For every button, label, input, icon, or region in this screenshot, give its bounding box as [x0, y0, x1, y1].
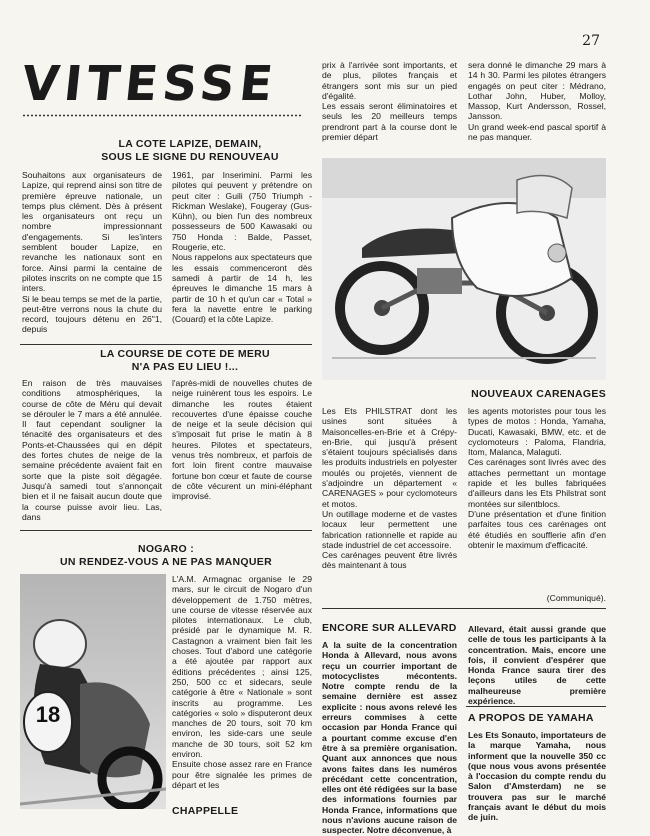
- meru-title: [60, 348, 310, 374]
- divider-rule: [466, 706, 606, 707]
- carenages-col2: les agents motoristes pour tous les types de motos : Honda, Yamaha, Ducati, Kawasaki, BMW, etc. et de cyclomoteurs : Paloma, Flandria, Itom, Malanca, Malaguti. Ces carénages sont livrés avec des attaches permettant un montage rapide et les bulles fabriquées d'ailleurs dans les Ets Philstrat sont montées sur silentblocs. D'une présentation et d'une finition parfaites tous ces carénages ont été étudiés en soufflerie afin d'en obtenir le maximum d'efficacité.: [468, 406, 606, 550]
- lapize-title-line2: SOUS LE SIGNE DU RENOUVEAU: [101, 151, 279, 163]
- divider-rule: [20, 530, 312, 531]
- divider-rule: [322, 608, 606, 609]
- lapize-title-line1: LA COTE LAPIZE, DEMAIN,: [118, 138, 262, 150]
- carenages-col1: Les Ets PHILSTRAT dont les usines sont situées à Maisoncelles-en-Brie et à Crépy-en-Brie, qui jusqu'à présent s'étaient toujours spécialisés dans les produits industriels en polyester moulés ou projetés, viennent de s'adjoindre un département « CARENAGES » pour cyclomoteurs et motos. Un outillage moderne et de vastes locaux leur permettent une fabrication rationnelle et rapide au stade industriel de cet accessoire. Ces carénages peuvent être livrés dès maintenant à tous: [322, 406, 457, 571]
- meru-col1: En raison de très mauvaises conditions atmosphériques, la course de côte de Méru qui devait se dérouler le 7 mars a été annulée. Il faut cependant souligner la ténacité des organisateurs et des Ponts-et-Chaussées qui en dépit des fortes chutes de neige de la semaine précédente avaient fait en sorte que la piste soit dégagée. Jusqu'à samedi tout s'annonçait bien et il ne faisait aucun doute que la course puisse avoir lieu. Las, dans: [22, 378, 162, 522]
- meru-title-line1: LA COURSE DE COTE DE MERU: [100, 348, 270, 360]
- rider-number: 18: [35, 702, 61, 727]
- allevard-col1: A la suite de la concentration Honda à Allevard, nous avons reçu un courrier important de motocyclistes mécontents. Notre compte rendu de la semaine dernière est assez explicite : nous avons relevé les erreurs commises à cette occasion par Honda France qui a pourtant comme excuse d'en être à sa première organisation. Quant aux annonces que nous avons faites dans les numéros précédant cette concentration, elles ont été rédigées sur la base des informations fournies par Honda France, informations que nous n'avions aucune raison de suspecter. Notre déconvenue, à: [322, 640, 457, 836]
- allevard-title: ENCORE SUR ALLEVARD: [322, 622, 457, 634]
- nogaro-title-line2: UN RENDEZ-VOUS A NE PAS MANQUER: [60, 556, 272, 568]
- carenages-title: NOUVEAUX CARENAGES: [471, 388, 606, 400]
- lapize-title: [70, 138, 310, 164]
- nogaro-title-line1: NOGARO :: [137, 543, 195, 555]
- motorcycle-icon: [322, 158, 606, 380]
- carenages-signature: (Communiqué).: [546, 593, 606, 603]
- intro-col3: prix à l'arrivée sont importants, et de plus, pilotes français et étrangers sont mis sur un pied d'égalité. Les essais seront éliminatoires et seuls les 20 meilleurs temps prendront part à la course dont le premier départ: [322, 60, 457, 143]
- lapize-col2: 1961, par Inserimini. Parmi les pilotes qui peuvent y prétendre on peut citer : Guili (750 Triumph - Rickman Weslake), Fougeray (Gus-Kühn), ou bien l'un des nombreux possesseurs de 500 Kawasaki ou 750 Honda : Balde, Passet, Rougerie, etc. Nous rappelons aux spectateurs que les essais commenceront dès samedi à partir de 14 h, les épreuves le dimanche 15 mars à partir de 10 h et qu'un car « Total » fera la navette entre le parking (Couard) et la côte Lapize.: [172, 170, 312, 325]
- page-number: 27: [582, 33, 600, 49]
- racer-photo: [20, 574, 166, 809]
- meru-col2: l'après-midi de nouvelles chutes de neige ruinèrent tous les espoirs. Le dimanche les routes étaient recouvertes d'une épaisse couche de neige et la seule décision qui s'imposait fut prise le matin à 8 heures. Pilotes et spectateurs, venus très nombreux, et parfois de fort loin firent contre mauvaise fortune bon cœur et faute de course de côte vécurent un mini-éléphant improvisé.: [172, 378, 312, 502]
- nogaro-title: [20, 543, 312, 569]
- yamaha-title: A PROPOS DE YAMAHA: [468, 712, 594, 724]
- intro-col4: sera donné le dimanche 29 mars à 14 h 30. Parmi les pilotes étrangers engagés on peut citer : Médrano, Lothar John, Huber, Molloy, Massop, Kurt Andersson, Rossel, Jansson. Un grand week-end pascal sportif à ne pas manquer.: [468, 60, 606, 143]
- dotted-divider: [22, 114, 302, 117]
- yamaha-text: Les Ets Sonauto, importateurs de la marque Yamaha, nous informent que la nouvelle 350 cc (que nous vous avons présentée à l'occasion du compte rendu du Salon d'Amsterdam) ne se trouvera pas sur le marché français avant le début du mois de juin.: [468, 730, 606, 823]
- motorcycle-photo: [322, 158, 606, 380]
- allevard-col2: Allevard, était aussi grande que celle de tous les participants à la concentration. Mais, encore une fois, il convient d'espérer que Honda France saura tirer des leçons utiles de cette malheureuse première expérience.: [468, 624, 606, 707]
- section-title: VITESSE: [19, 56, 281, 112]
- lapize-col1: Souhaitons aux organisateurs de Lapize, qui reprend ainsi son titre de première épreuve nationale, un temps plus clément. Dès à présent les organisateurs ont reçu un nombre impressionnant d'engagements. Si les'inters semblent bouder Lapize, en revanche les nationaux sont en force. Ainsi parmi la centaine de pilotes inscrits on ne compte que 15 inters. Si le beau temps se met de la partie, peut-être verrons nous la chute du record, toujours détenu en 26"1, depuis: [22, 170, 162, 335]
- chappelle-footer: CHAPPELLE: [172, 805, 239, 817]
- nogaro-text: L'A.M. Armagnac organise le 29 mars, sur le circuit de Nogaro d'un développement de 1.750 mètres, une course de vitesse réservée aux pilotes internationaux. Le club, présidé par le dynamique M. R. Castagnon a vraiment bien fait les choses. Tout d'abord une catégorie a été ajoutée par rapport aux éditions précédentes ; ainsi 125, 250, 500 cc et sidecars, seule catégorie à être « Nationale » sont inscrits au programme. Les catégories « solo » disputeront deux manches de 20 tours, soit 70 km environ, les side-cars une seule manche de 30 tours, soit 52 km environ. Ensuite chose assez rare en France pour être signalée les primes de départ et les: [172, 574, 312, 790]
- racer-icon: [20, 574, 166, 809]
- divider-rule: [20, 344, 312, 345]
- meru-title-line2: N'A PAS EU LIEU !...: [131, 361, 239, 373]
